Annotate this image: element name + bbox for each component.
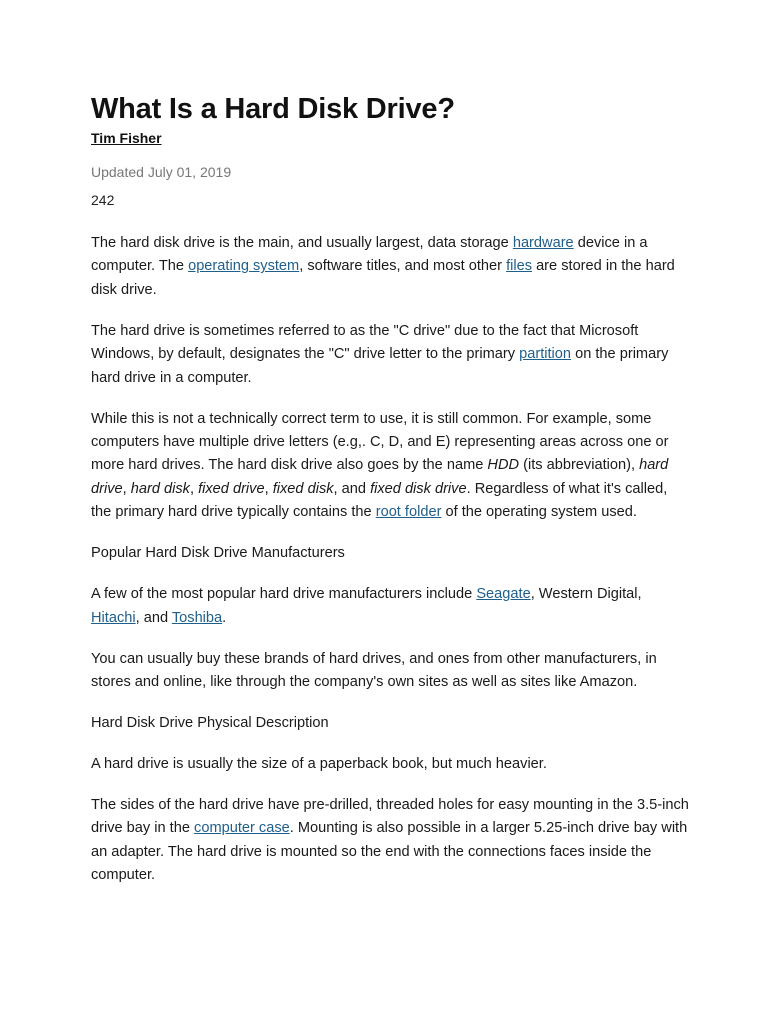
paragraph-size: A hard drive is usually the size of a paperback book, but much heavier. <box>91 756 547 773</box>
paragraph-buying: You can usually buy these brands of hard drives, and ones from other manufacturers, in stores and online, like through the company's own sites as well as sites like Amazon. <box>91 650 657 691</box>
link-root-folder[interactable]: root folder <box>375 504 442 521</box>
article-count: 242 <box>91 192 115 208</box>
paragraph-text: . <box>222 609 227 626</box>
term-fixed-disk: fixed disk <box>272 480 334 497</box>
paragraph-text: device in a computer. The <box>91 235 648 275</box>
paragraph-manufacturers <box>91 583 691 630</box>
paragraph-text: . Mounting is also possible in a larger 5.25-inch drive bay with an adapter. The hard drive is mounted so the end with the connections faces inside the computer. <box>91 820 688 884</box>
article <box>91 90 691 888</box>
paragraph-text: , <box>189 480 199 497</box>
paragraph-text: are stored in the hard disk drive. <box>91 258 675 298</box>
author-link[interactable]: Tim Fisher <box>91 130 162 146</box>
paragraph-text: The hard drive is sometimes referred to as the "C drive" due to the fact that Microsoft Windows, by default, designates the "C" drive letter to the primary <box>91 322 639 363</box>
paragraph-text: . Regardless of what it's called, the primary hard drive typically contains the <box>91 480 668 521</box>
link-hitachi[interactable]: Hitachi <box>91 609 136 626</box>
term-fixed-drive: fixed drive <box>198 480 265 497</box>
paragraph-text: The sides of the hard drive have pre-drilled, threaded holes for easy mounting in the 3.5-inch drive bay in the <box>91 797 689 837</box>
paragraph-intro <box>91 232 691 302</box>
link-hardware[interactable]: hardware <box>512 235 574 251</box>
link-seagate[interactable]: Seagate <box>476 586 531 603</box>
section-heading-manufacturers: Popular Hard Disk Drive Manufacturers <box>91 545 345 562</box>
paragraph-text: The hard disk drive is the main, and usually largest, data storage <box>91 235 513 251</box>
link-files[interactable]: files <box>506 258 533 275</box>
paragraph-text: , <box>264 480 273 497</box>
paragraph-text: (its abbreviation), <box>519 457 640 474</box>
term-hdd: HDD <box>487 457 520 474</box>
paragraph-text: , <box>122 480 131 497</box>
paragraph-names <box>91 408 691 525</box>
link-operating-system[interactable]: operating system <box>188 258 300 275</box>
link-computer-case[interactable]: computer case <box>194 820 290 837</box>
page-title: What Is a Hard Disk Drive? <box>91 93 455 125</box>
section-heading-physical: Hard Disk Drive Physical Description <box>91 715 329 732</box>
term-hard-drive: hard drive <box>91 457 669 497</box>
paragraph-c-drive <box>91 320 691 390</box>
paragraph-text: , software titles, and most other <box>299 258 507 275</box>
paragraph-text: While this is not a technically correct term to use, it is still common. For example, some computers have multiple drive letters (e.g,. C, D, and E) representing areas across one or more hard drives. The hard disk drive also goes by the name <box>91 410 669 474</box>
link-partition[interactable]: partition <box>519 346 572 363</box>
paragraph-text: A few of the most popular hard drive manufacturers include <box>91 586 477 603</box>
term-hard-disk: hard disk <box>130 480 190 497</box>
paragraph-mounting <box>91 794 691 888</box>
paragraph-text: , and <box>135 609 172 626</box>
paragraph-text: , Western Digital, <box>530 586 642 603</box>
paragraph-text: , and <box>333 480 371 497</box>
term-fixed-disk-drive: fixed disk drive <box>370 480 467 497</box>
paragraph-text: of the operating system used. <box>441 504 637 521</box>
paragraph-text: on the primary hard drive in a computer. <box>91 346 669 386</box>
updated-date: Updated July 01, 2019 <box>91 164 232 180</box>
link-toshiba[interactable]: Toshiba <box>171 609 223 626</box>
